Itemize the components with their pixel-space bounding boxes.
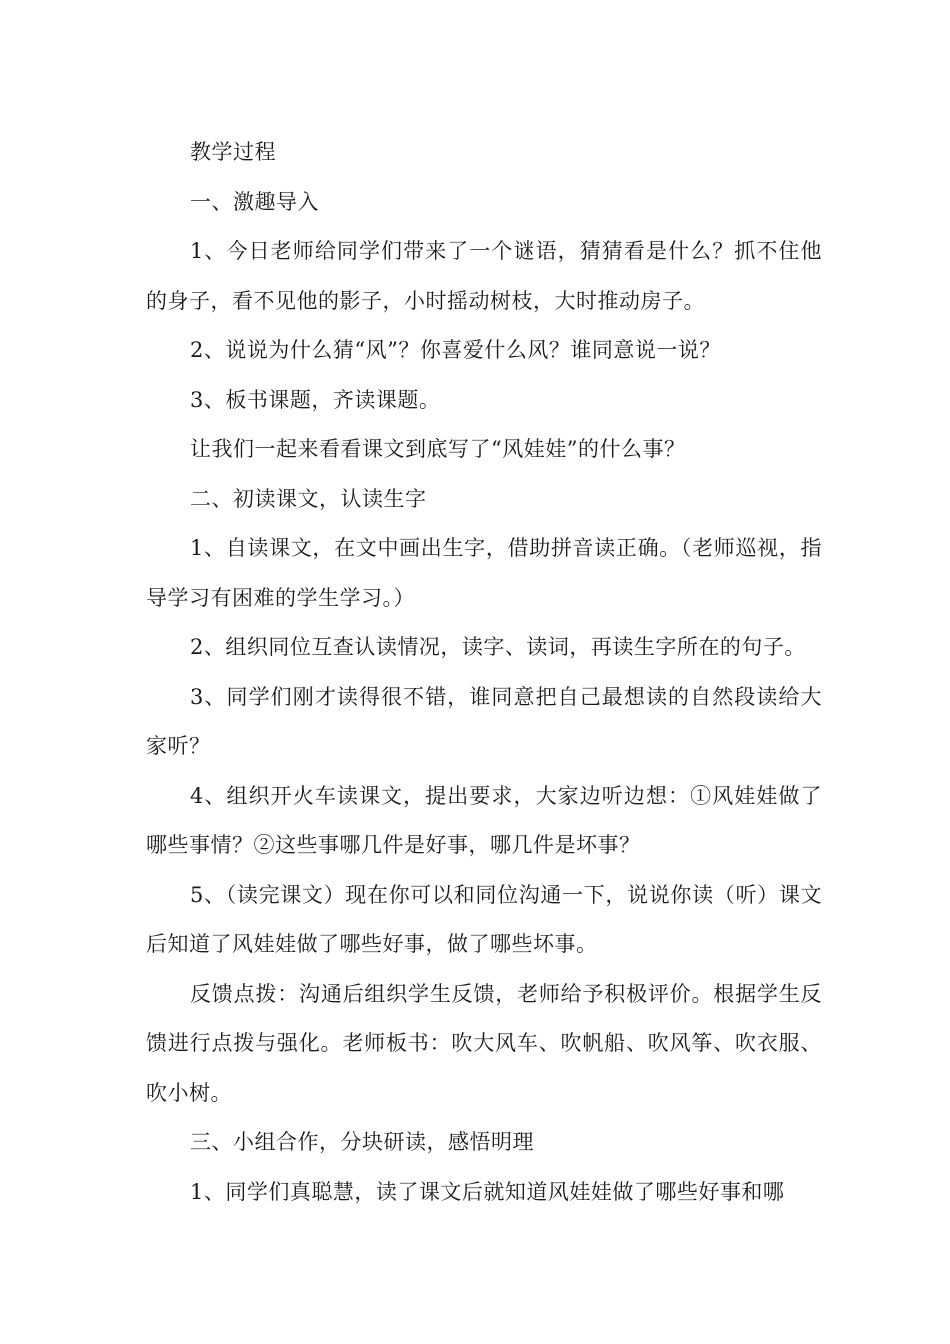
paragraph: 1、同学们真聪慧，读了课文后就知道风娃娃做了哪些好事和哪 xyxy=(190,1179,785,1204)
paragraph: 5、（读完课文）现在你可以和同位沟通一下，说说你读（听）课文后知道了风娃娃做了哪些好事，做了哪些坏事。 xyxy=(146,882,822,956)
paragraph: 2、组织同位互查认读情况，读字、读词，再读生字所在的句子。 xyxy=(190,635,806,659)
document-body xyxy=(146,128,822,1217)
heading-teaching-process: 教学过程 xyxy=(190,140,276,164)
paragraph: 4、组织开火车读课文，提出要求，大家边听边想：①风娃娃做了哪些事情？②这些事哪几件是好事，哪几件是坏事？ xyxy=(146,783,822,857)
paragraph: 1、自读课文，在文中画出生字，借助拼音读正确。（老师巡视，指导学习有困难的学生学习。） xyxy=(146,536,822,610)
paragraph: 2、说说为什么猜“风”？你喜爱什么风？谁同意说一说？ xyxy=(190,338,721,362)
paragraph: 1、今日老师给同学们带来了一个谜语，猜猜看是什么？抓不住他的身子，看不见他的影子，小时摇动树枝，大时推动房子。 xyxy=(146,239,822,313)
paragraph: 反馈点拨：沟通后组织学生反馈，老师给予积极评价。根据学生反馈进行点拨与强化。老师板书：吹大风车、吹帆船、吹风筝、吹衣服、吹小树。 xyxy=(146,981,822,1105)
paragraph: 让我们一起来看看课文到底写了“风娃娃”的什么事？ xyxy=(190,437,686,461)
section-heading-1: 一、激趣导入 xyxy=(190,189,319,214)
paragraph: 3、同学们刚才读得很不错，谁同意把自己最想读的自然段读给大家听？ xyxy=(146,684,822,758)
paragraph: 3、板书课题，齐读课题。 xyxy=(190,387,441,412)
section-heading-3: 三、小组合作，分块研读，感悟明理 xyxy=(190,1130,534,1154)
section-heading-2: 二、初读课文，认读生字 xyxy=(190,486,427,511)
